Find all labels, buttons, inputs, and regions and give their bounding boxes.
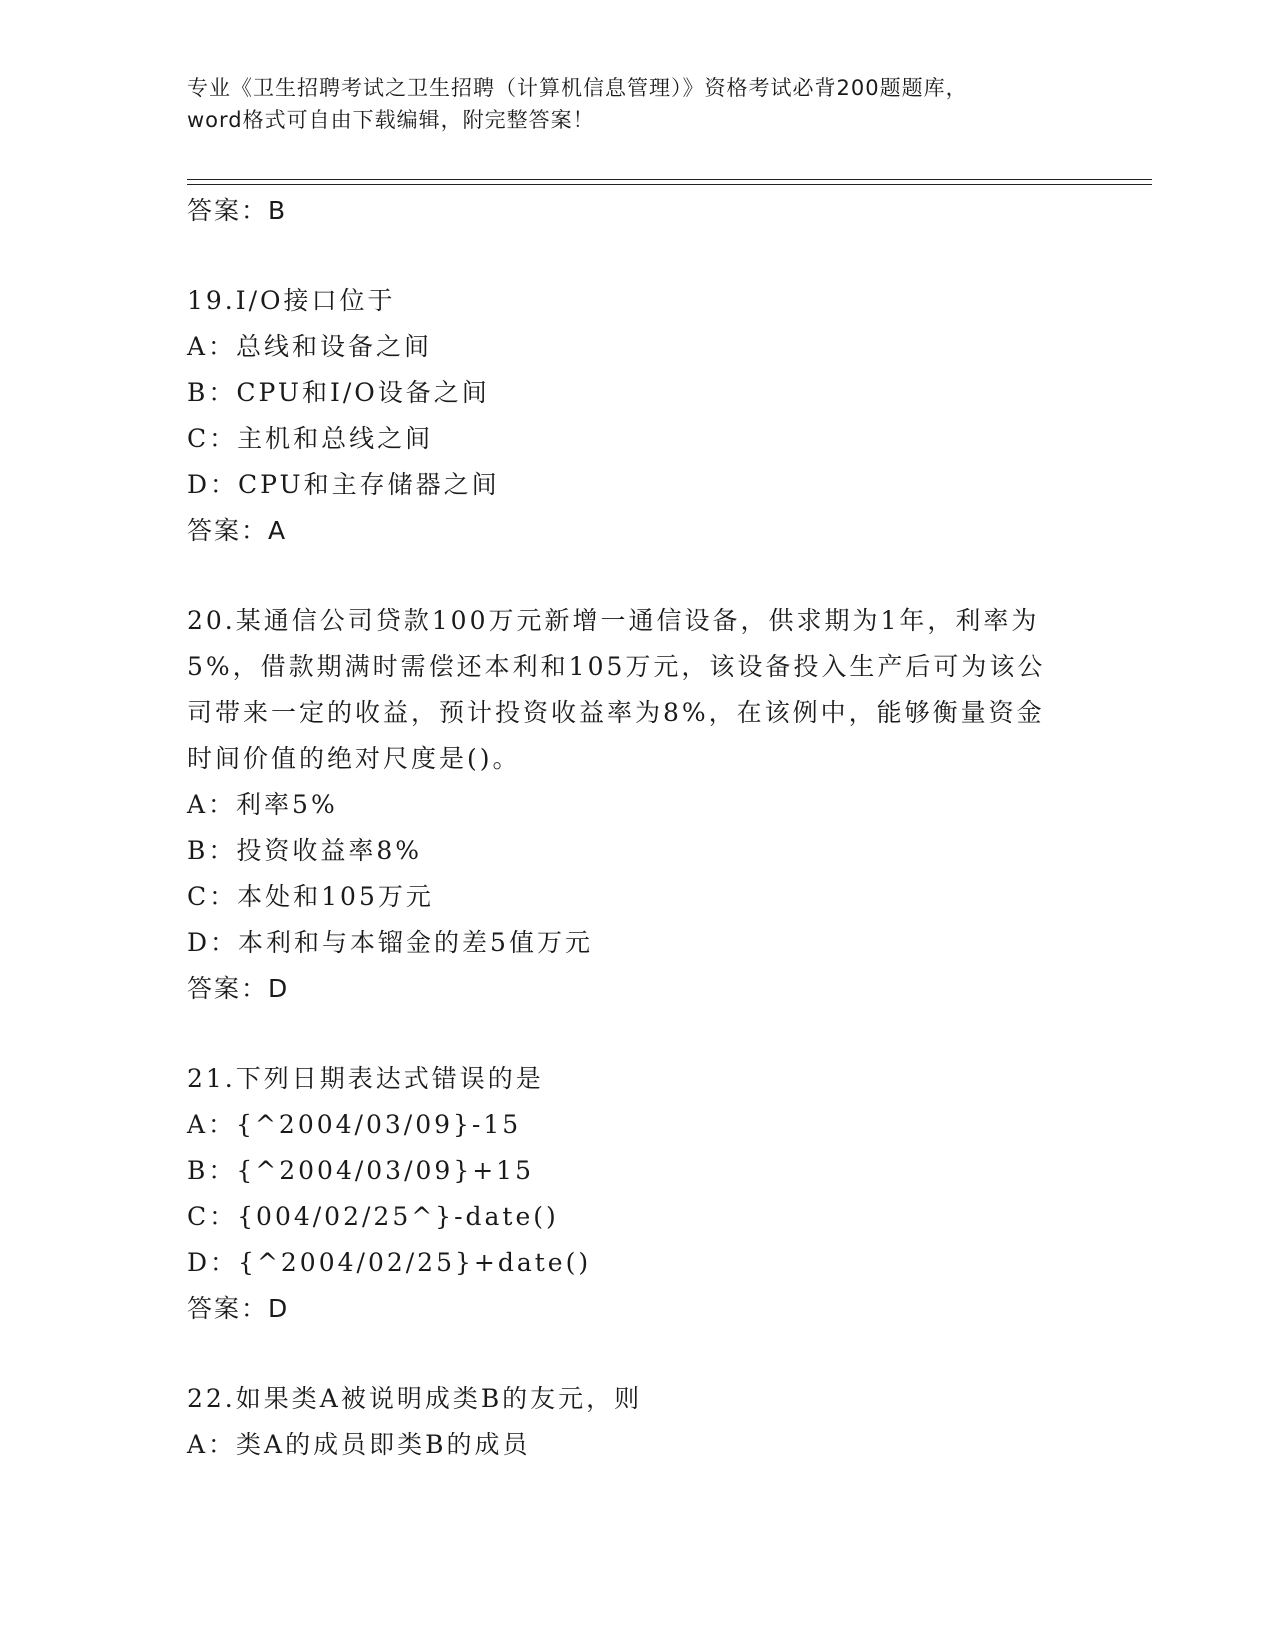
option-a: A：类A的成员即类B的成员 [187,1430,531,1459]
option-c: C：本处和105万元 [187,882,434,911]
question-21 [187,1056,1087,1332]
option-b: B：{^2004/03/09}+15 [187,1156,534,1185]
option-d: D：{^2004/02/25}+date() [187,1248,592,1277]
page-header [187,72,1087,136]
option-c: C：{004/02/25^}-date() [187,1202,559,1231]
question-19 [187,278,1087,554]
question-stem: 20.某通信公司贷款100万元新增一通信设备，供求期为1年，利率为 [187,606,1040,635]
question-stem: 22.如果类A被说明成类B的友元，则 [187,1384,643,1413]
question-stem: 司带来一定的收益，预计投资收益率为8%，在该例中，能够衡量资金 [187,698,1045,727]
header-title-line-1: 专业《卫生招聘考试之卫生招聘（计算机信息管理）》资格考试必背200题题库， [187,76,968,100]
option-a: A：利率5% [187,790,338,819]
question-stem: 19.I/O接口位于 [187,286,396,315]
option-d: D：CPU和主存储器之间 [187,470,500,499]
option-c: C：主机和总线之间 [187,424,434,453]
option-b: B：CPU和I/O设备之间 [187,378,490,407]
answer-line: 答案：B [187,196,288,225]
option-b: B：投资收益率8% [187,836,423,865]
option-a: A：总线和设备之间 [187,332,433,361]
option-d: D：本利和与本镏金的差5值万元 [187,928,593,957]
question-stem: 5%，借款期满时需偿还本利和105万元，该设备投入生产后可为该公 [187,652,1046,681]
header-double-rule [187,179,1152,185]
header-title-line-2: word格式可自由下载编辑，附完整答案！ [187,108,595,132]
option-a: A：{^2004/03/09}-15 [187,1110,522,1139]
answer-line: 答案：D [187,1294,290,1323]
question-stem: 时间价值的绝对尺度是()。 [187,744,521,773]
answer-line: 答案：D [187,974,290,1003]
question-list [187,188,1087,1468]
question-22 [187,1376,1087,1468]
answer-line: 答案：A [187,516,288,545]
question-20 [187,598,1087,1012]
question-stem: 21.下列日期表达式错误的是 [187,1064,544,1093]
